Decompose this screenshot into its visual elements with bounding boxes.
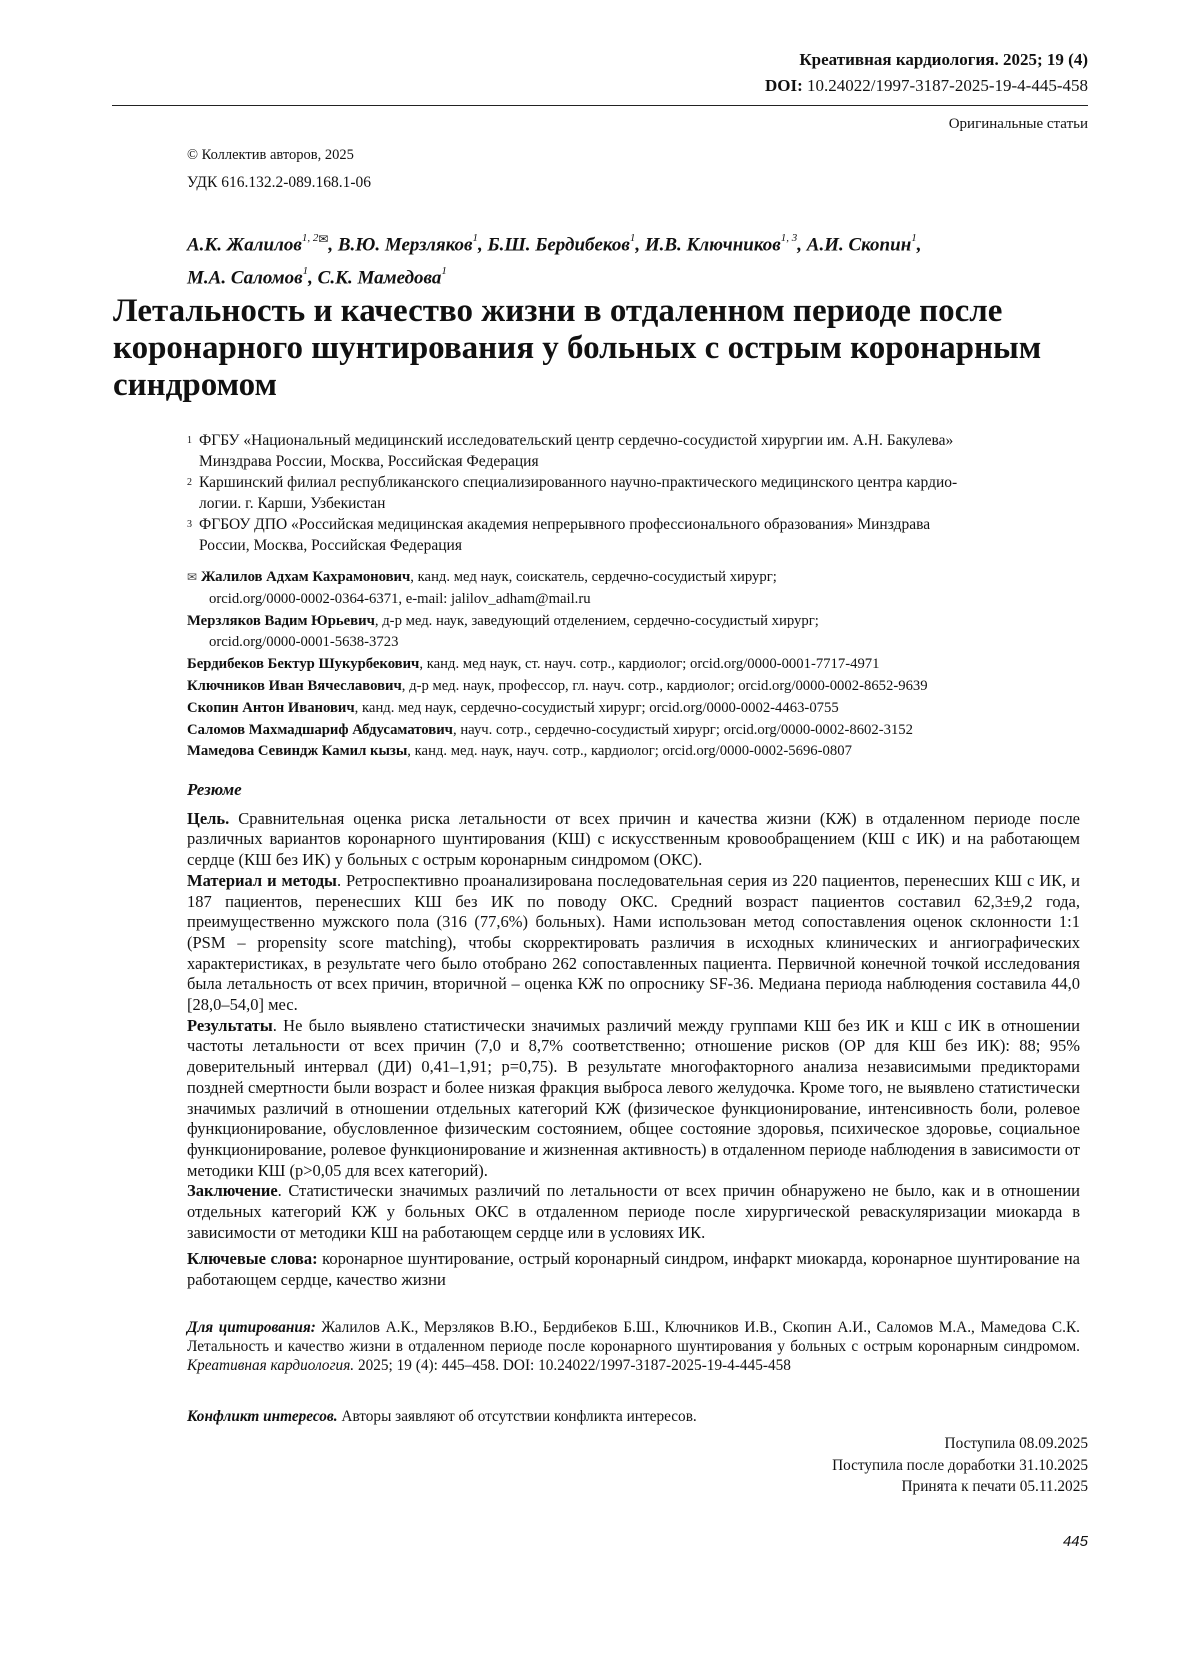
- received-date: Поступила 08.09.2025: [832, 1433, 1088, 1455]
- abstract-heading: Резюме: [187, 780, 1080, 801]
- author-affiliation-mark: 1: [473, 232, 479, 244]
- keywords: Ключевые слова: коронарное шунтирование, острый коронарный синдром, инфаркт миокарда, коронарное шунтирование на работающем сердце, качество жизни: [187, 1249, 1080, 1290]
- envelope-icon: ✉: [187, 567, 201, 589]
- author-info-item: Ключников Иван Вячеславович, д-р мед. наук, профессор, гл. науч. сотр., кардиолог; orcid.org/0000-0002-8652-9639: [187, 676, 1082, 698]
- citation: Для цитирования: Жалилов А.К., Мерзляков В.Ю., Бердибеков Б.Ш., Ключников И.В., Скопин А.И., Саломов М.А., Мамедова С.К. Летальность и качество жизни в отдаленном периоде после коронарного шунтирования у больных с острым коронарным синдромом. Креативная кардиология. 2025; 19 (4): 445–458. DOI: 10.24022/1997-3187-2025-19-4-445-458: [187, 1318, 1080, 1375]
- author-info-item: ✉ Жалилов Адхам Кахрамонович, канд. мед наук, соискатель, сердечно-сосудистый хирург;: [187, 567, 1082, 589]
- author-orcid[interactable]: orcid.org/0000-0001-5638-3723: [187, 632, 1082, 654]
- affiliation-item: 2 Каршинский филиал республиканского специализированного научно-практического медицинского центра кардио- логии. г. Карши, Узбекистан: [187, 472, 1082, 514]
- udk-code: УДК 616.132.2-089.168.1-06: [187, 174, 371, 192]
- author-info-item: Мерзляков Вадим Юрьевич, д-р мед. наук, заведующий отделением, сердечно-сосудистый хирург;: [187, 611, 1082, 633]
- abstract-methods: Материал и методы. Ретроспективно проанализирована последовательная серия из 220 пациентов, перенесших КШ с ИК, и 187 пациентов, перенесших КШ без ИК по поводу ОКС. Средний возраст пациентов составил 62,3±9,2 года, преимущественно мужского пола (316 (77,6%) больных). Нами использован метод сопоставления оценок склонности 1:1 (PSM – propensity score matching), чтобы скорректировать различия в исходных клинических и ангиографических характеристиках, в результате чего было отобрано 262 сопоставленных пациента. Первичной конечной точкой исследования была летальность от всех причин, вторичной – оценка КЖ по опроснику SF-36. Медиана периода наблюдения составила 44,0 [28,0–54,0] мес.: [187, 871, 1080, 1016]
- section-label: Оригинальные статьи: [949, 116, 1088, 133]
- affiliation-list: [187, 430, 1082, 556]
- article-dates: [832, 1433, 1088, 1498]
- author-affiliation-mark: 1: [911, 232, 917, 244]
- abstract-aim: Цель. Сравнительная оценка риска летальности от всех причин и качества жизни (КЖ) в отдаленном периоде после различных вариантов коронарного шунтирования (КШ) с искусственным кровообращением (КШ с ИК) и на работающем сердце (КШ без ИК) у больных с острым коронарным синдромом (ОКС).: [187, 809, 1080, 871]
- author-info-item: Бердибеков Бектур Шукурбекович, канд. мед наук, ст. науч. сотр., кардиолог; orcid.org/0000-0001-7717-4971: [187, 654, 1082, 676]
- accepted-date: Принята к печати 05.11.2025: [832, 1476, 1088, 1498]
- abstract-conclusion: Заключение. Статистически значимых различий по летальности от всех причин обнаружено не было, как и в отношении отдельных категорий КЖ у больных ОКС в отдаленном периоде после хирургической реваскуляризации миокарда в зависимости от методики КШ на работающем сердце или в условиях ИК.: [187, 1181, 1080, 1243]
- author-name: В.Ю. Мерзляков: [338, 234, 473, 255]
- page-number: 445: [1063, 1533, 1088, 1550]
- author-name: М.А. Саломов: [187, 268, 303, 289]
- author-name: А.К. Жалилов: [187, 234, 302, 255]
- author-affiliation-mark: 1, 2: [302, 232, 319, 244]
- author-info-item: Мамедова Севиндж Камил кызы, канд. мед. наук, науч. сотр., кардиолог; orcid.org/0000-0002-5696-0807: [187, 741, 1082, 763]
- author-info-item: Скопин Антон Иванович, канд. мед наук, сердечно-сосудистый хирург; orcid.org/0000-0002-4463-0755: [187, 698, 1082, 720]
- affiliation-item: 1 ФГБУ «Национальный медицинский исследовательский центр сердечно-сосудистой хирургии им. А.Н. Бакулева» Минздрава России, Москва, Российская Федерация: [187, 430, 1082, 472]
- copyright: © Коллектив авторов, 2025: [187, 147, 354, 164]
- author-info-item: Саломов Махмадшариф Абдусаматович, науч. сотр., сердечно-сосудистый хирург; orcid.org/0000-0002-8602-3152: [187, 720, 1082, 742]
- abstract-results: Результаты. Не было выявлено статистически значимых различий между группами КШ без ИК и КШ с ИК в отношении частоты летальности от всех причин (7,0 и 8,7% соответственно; отношение рисков (ОР для КШ без ИК): 88; 95% доверительный интервал (ДИ) 0,41–1,91; p=0,75). В результате многофакторного анализа независимыми предикторами поздней смертности были возраст и более низкая фракция выброса левого желудочка. Кроме того, не выявлено статистически значимых различий в отношении отдельных категорий КЖ (физическое функционирование, интенсивность боли, ролевое функционирование, обусловленное физическим состоянием, общее состояние здоровья, психическое здоровье, социальное функционирование, ролевое функционирование и жизненная активность) в отдаленном периоде наблюдения в зависимости от методики КШ (p>0,05 для всех категорий).: [187, 1016, 1080, 1182]
- article-title: Летальность и качество жизни в отдаленном периоде после коронарного шунтирования у больных с острым коронарным синдромом: [113, 293, 1073, 404]
- author-name: И.В. Ключников: [645, 234, 781, 255]
- author-contact[interactable]: orcid.org/0000-0002-0364-6371, e-mail: jalilov_adham@mail.ru: [187, 589, 1082, 611]
- envelope-icon: ✉: [318, 233, 328, 245]
- author-affiliation-mark: 1: [441, 265, 447, 277]
- conflict-of-interest: Конфликт интересов. Авторы заявляют об отсутствии конфликта интересов.: [187, 1408, 1080, 1426]
- author-affiliation-mark: 1, 3: [781, 232, 798, 244]
- author-name: А.И. Скопин: [807, 234, 911, 255]
- header-rule: [112, 105, 1088, 106]
- revised-date: Поступила после доработки 31.10.2025: [832, 1455, 1088, 1477]
- abstract: [187, 780, 1080, 1291]
- author-list: А.К. Жалилов1, 2✉, В.Ю. Мерзляков1, Б.Ш. Бердибеков1, И.В. Ключников1, 3, А.И. Скопин1, М.А. Саломов1, С.К. Мамедова1: [187, 226, 1067, 293]
- doi-value[interactable]: 10.24022/1997-3187-2025-19-4-445-458: [807, 76, 1088, 95]
- author-name: С.К. Мамедова: [318, 268, 442, 289]
- doi-label: DOI:: [765, 76, 803, 95]
- author-name: Б.Ш. Бердибеков: [488, 234, 630, 255]
- author-affiliation-mark: 1: [630, 232, 636, 244]
- affiliation-item: 3 ФГБОУ ДПО «Российская медицинская академия непрерывного профессионального образования» Минздрава России, Москва, Российская Федерация: [187, 514, 1082, 556]
- journal-name: Креативная кардиология. 2025; 19 (4): [799, 50, 1088, 70]
- author-affiliation-mark: 1: [303, 265, 309, 277]
- doi-line: [765, 76, 1088, 96]
- author-info-list: [187, 567, 1082, 763]
